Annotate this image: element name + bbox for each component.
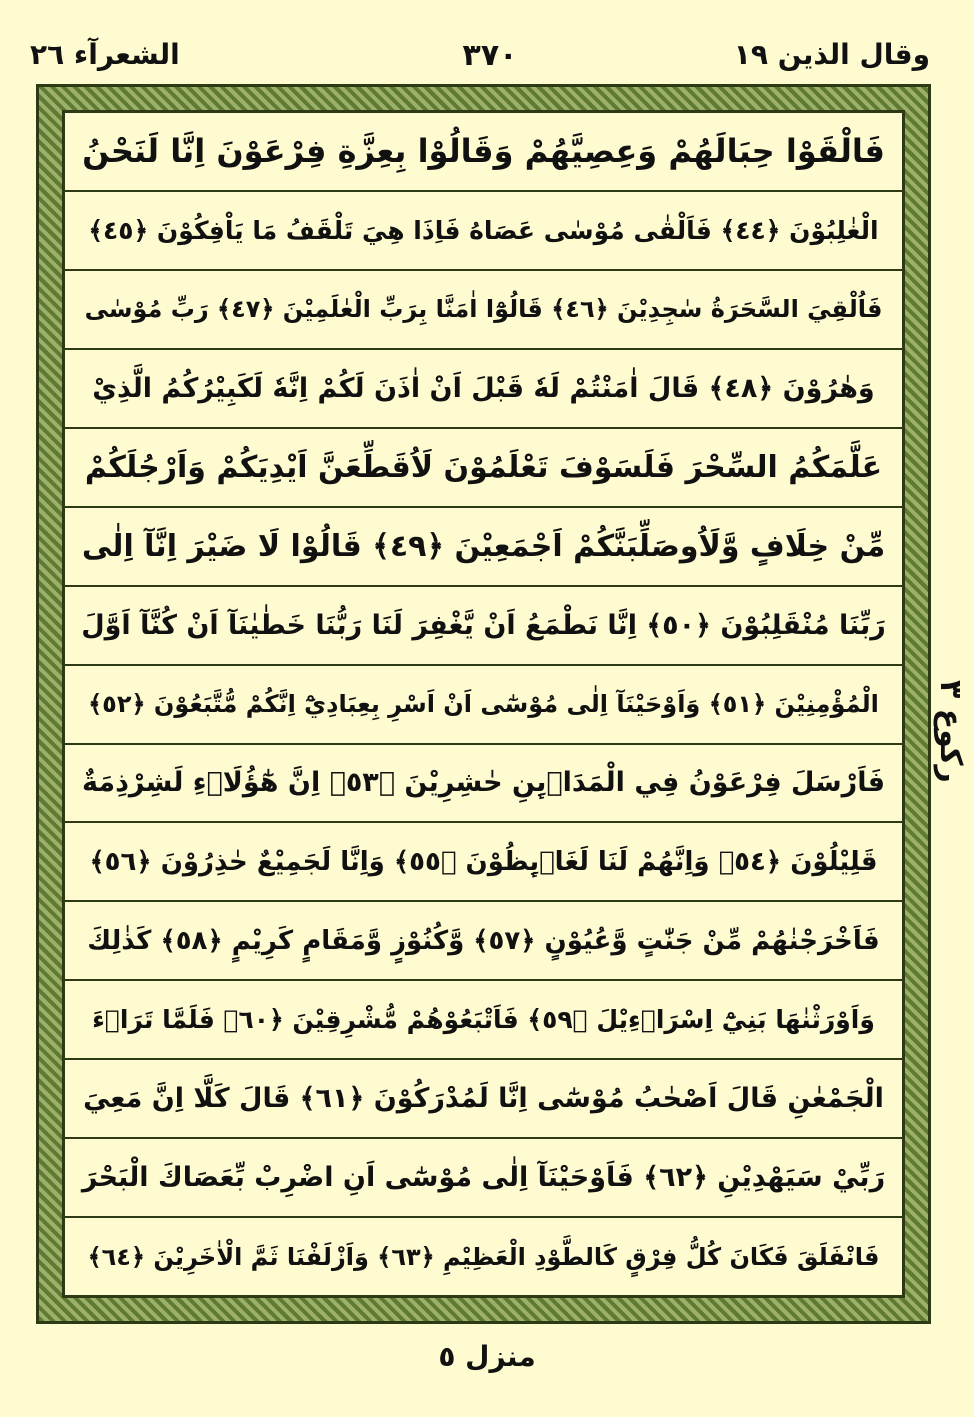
verse-line-10: قَلِيْلُوْنَ ﴿٥٤﴾ وَاِنَّهُمْ لَنَا لَغَاۗىِٕظُوْنَ ﴿٥٥﴾ وَاِنَّا لَجَمِيْعٌ حٰذِرُوْنَ ﴿٥٦﴾ — [65, 823, 902, 902]
page-number: ٣٧٠ — [462, 38, 518, 73]
verse-line-13: الْجَمْعٰنِ قَالَ اَصْحٰبُ مُوْسٰٓى اِنَّا لَمُدْرَكُوْنَ ﴿٦١﴾ قَالَ كَلَّا اِنَّ مَعِيَ — [65, 1060, 902, 1139]
ruku-marker: ركوع ٣ — [933, 680, 968, 783]
page-header — [30, 38, 950, 84]
verse-line-8: الْمُؤْمِنِيْنَ ﴿٥١﴾ وَاَوْحَيْنَآ اِلٰى مُوْسٰٓى اَنْ اَسْرِ بِعِبَادِيْٓ اِنَّكُمْ مُّتَّبَعُوْنَ ﴿٥٢﴾ — [65, 666, 902, 745]
verse-lines — [65, 113, 902, 1295]
verse-line-7: رَبِّنَا مُنْقَلِبُوْنَ ﴿٥٠﴾ اِنَّا نَطْمَعُ اَنْ يَّغْفِرَ لَنَا رَبُّنَا خَطٰيٰنَآ اَنْ كُنَّآ اَوَّلَ — [65, 587, 902, 666]
text-panel — [62, 110, 905, 1298]
surah-name: الشعرآء ٢٦ — [30, 38, 180, 71]
verse-line-4: وَهٰرُوْنَ ﴿٤٨﴾ قَالَ اٰمَنْتُمْ لَهٗ قَبْلَ اَنْ اٰذَنَ لَكُمْ اِنَّهٗ لَكَبِيْرُكُمُ الَّذِيْ — [65, 350, 902, 429]
verse-line-11: فَاَخْرَجْنٰهُمْ مِّنْ جَنّٰتٍ وَّعُيُوْنٍ ﴿٥٧﴾ وَّكُنُوْزٍ وَّمَقَامٍ كَرِيْمٍ ﴿٥٨﴾ كَذٰلِكَ — [65, 902, 902, 981]
juz-name: وقال الذين ١٩ — [733, 38, 930, 71]
verse-line-5: عَلَّمَكُمُ السِّحْرَ فَلَسَوْفَ تَعْلَمُوْنَ لَاُقَطِّعَنَّ اَيْدِيَكُمْ وَاَرْجُلَكُمْ — [65, 429, 902, 508]
verse-line-15: فَانْفَلَقَ فَكَانَ كُلُّ فِرْقٍ كَالطَّوْدِ الْعَظِيْمِ ﴿٦٣﴾ وَاَزْلَفْنَا ثَمَّ الْاٰخَرِيْنَ ﴿٦٤﴾ — [87, 1242, 880, 1271]
verse-line-3: فَاُلْقِيَ السَّحَرَةُ سٰجِدِيْنَ ﴿٤٦﴾ قَالُوْٓا اٰمَنَّا بِرَبِّ الْعٰلَمِيْنَ ﴿٤٧﴾ رَبِّ مُوْسٰى — [65, 271, 902, 350]
verse-line-14: رَبِّيْ سَيَهْدِيْنِ ﴿٦٢﴾ فَاَوْحَيْنَآ اِلٰى مُوْسٰٓى اَنِ اضْرِبْ بِّعَصَاكَ الْبَحْرَ — [65, 1139, 902, 1218]
verse-line-2: الْغٰلِبُوْنَ ﴿٤٤﴾ فَاَلْقٰى مُوْسٰى عَصَاهُ فَاِذَا هِيَ تَلْقَفُ مَا يَاْفِكُوْنَ ﴿٤٥﴾ — [65, 192, 902, 271]
verse-line-9: فَاَرْسَلَ فِرْعَوْنُ فِي الْمَدَاۗىِٕنِ حٰشِرِيْنَ ﴿٥٣﴾ اِنَّ هٰٓؤُلَاۗءِ لَشِرْذِمَةٌ — [65, 745, 902, 824]
verse-line-6: مِّنْ خِلَافٍ وَّلَاُوصَلِّبَنَّكُمْ اَجْمَعِيْنَ ﴿٤٩﴾ قَالُوْا لَا ضَيْرَ اِنَّآ اِلٰى — [65, 508, 902, 587]
verse-line-1: فَالْقَوْا حِبَالَهُمْ وَعِصِيَّهُمْ وَقَالُوْا بِعِزَّةِ فِرْعَوْنَ اِنَّا لَنَحْنُ — [65, 113, 902, 192]
verse-line-12: وَاَوْرَثْنٰهَا بَنِيْٓ اِسْرَاۗءِيْلَ ﴿٥٩﴾ فَاَتْبَعُوْهُمْ مُّشْرِقِيْنَ ﴿٦٠﴾ فَلَمَّا تَرَاۗءَ — [65, 981, 902, 1060]
manzil-footer: منزل ٥ — [438, 1340, 536, 1373]
